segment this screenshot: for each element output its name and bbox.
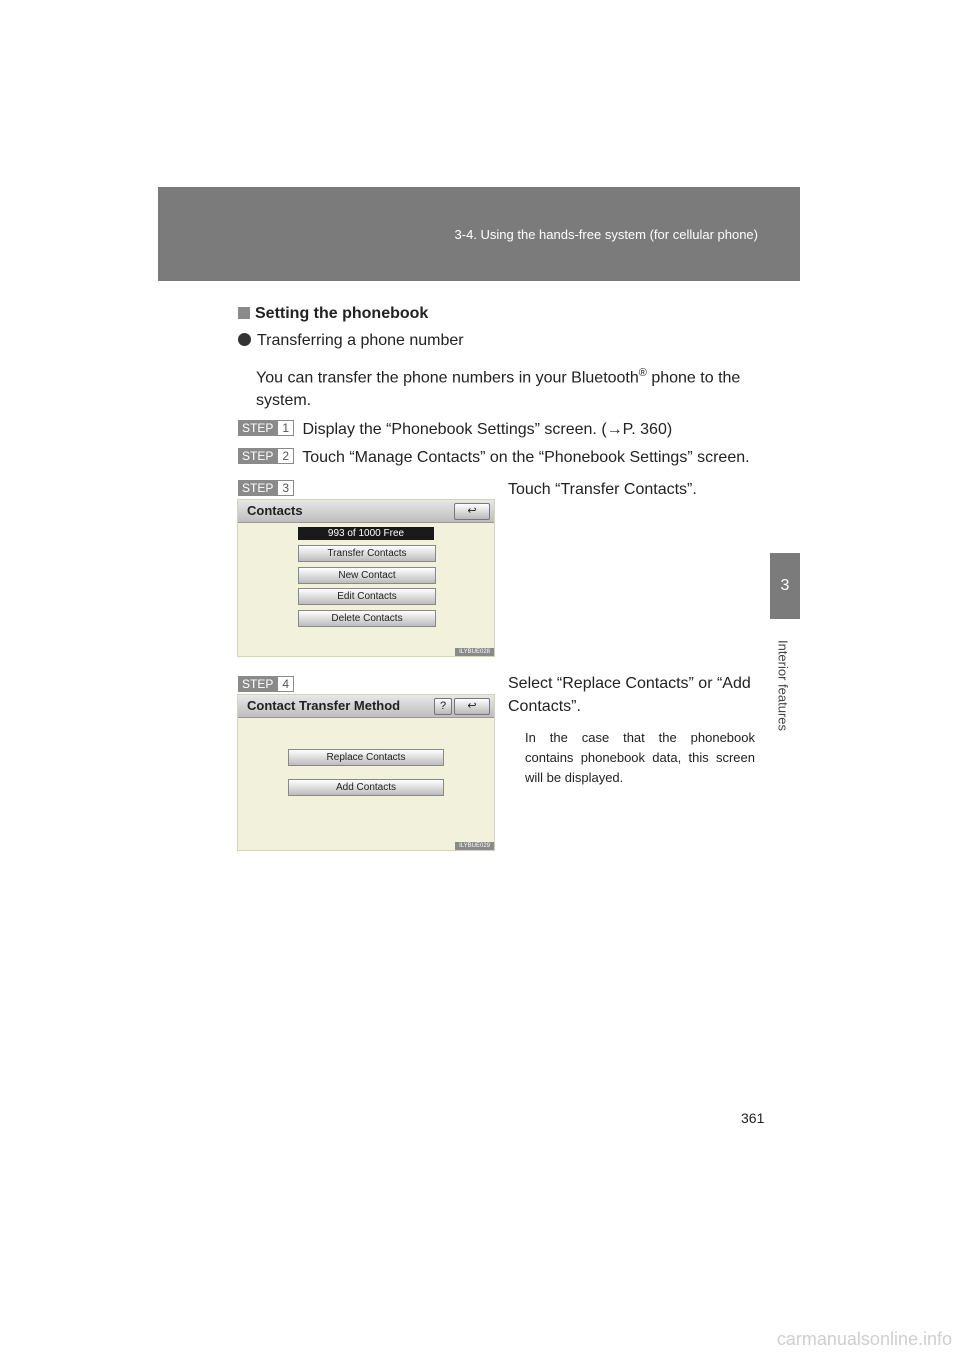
replace-contacts-button[interactable]: Replace Contacts [288, 749, 444, 766]
screen-titlebar [238, 500, 494, 523]
section-heading: Setting the phonebook [238, 305, 428, 323]
help-icon[interactable]: ? [434, 698, 452, 715]
watermark: carmanualsonline.info [776, 1329, 952, 1349]
contact-transfer-screen [237, 694, 495, 851]
step-2: STEP 2 Touch “Manage Contacts” on the “Phonebook Settings” screen. [238, 448, 750, 467]
edit-contacts-button[interactable]: Edit Contacts [298, 588, 436, 605]
back-icon[interactable]: ↩ [454, 503, 490, 520]
header-title: 3-4. Using the hands-free system (for cellular phone) [454, 227, 758, 242]
screen-titlebar [238, 695, 494, 718]
circle-bullet-icon [238, 333, 251, 346]
contacts-screen [237, 499, 495, 657]
page-number: 361 [741, 1110, 765, 1126]
image-code: ILYBUE029 [455, 842, 494, 850]
chapter-number: 3 [780, 577, 790, 594]
free-count: 993 of 1000 Free [298, 527, 434, 540]
screen-title: Contacts [247, 503, 303, 518]
new-contact-button[interactable]: New Contact [298, 567, 436, 584]
step-3-text: Touch “Transfer Contacts”. [508, 481, 697, 498]
step-badge: STEP 2 [238, 448, 294, 464]
step-4-note: In the case that the phonebook contains phonebook data, this screen will be displayed. [525, 730, 755, 785]
chapter-tab [770, 553, 800, 619]
add-contacts-button[interactable]: Add Contacts [288, 779, 444, 796]
step-4-text: Select “Replace Contacts” or “Add Contacts”. [508, 675, 751, 715]
intro-paragraph: You can transfer the phone numbers in your Bluetooth® phone to the system. [256, 367, 741, 410]
sub-heading: Transferring a phone number [238, 332, 464, 350]
back-icon[interactable]: ↩ [454, 698, 490, 715]
section-header [158, 187, 800, 281]
step-1: STEP 1 Display the “Phonebook Settings” screen. (→P. 360) [238, 420, 672, 439]
step-3-badge: STEP 3 [238, 480, 298, 499]
screen-title: Contact Transfer Method [247, 698, 401, 713]
square-bullet-icon [238, 307, 250, 319]
image-code: ILYBUE028 [455, 648, 494, 656]
chapter-label: Interior features [775, 639, 791, 732]
step-4-badge: STEP 4 [238, 676, 298, 695]
transfer-contacts-button[interactable]: Transfer Contacts [298, 545, 436, 562]
step-badge: STEP 1 [238, 420, 294, 436]
delete-contacts-button[interactable]: Delete Contacts [298, 610, 436, 627]
